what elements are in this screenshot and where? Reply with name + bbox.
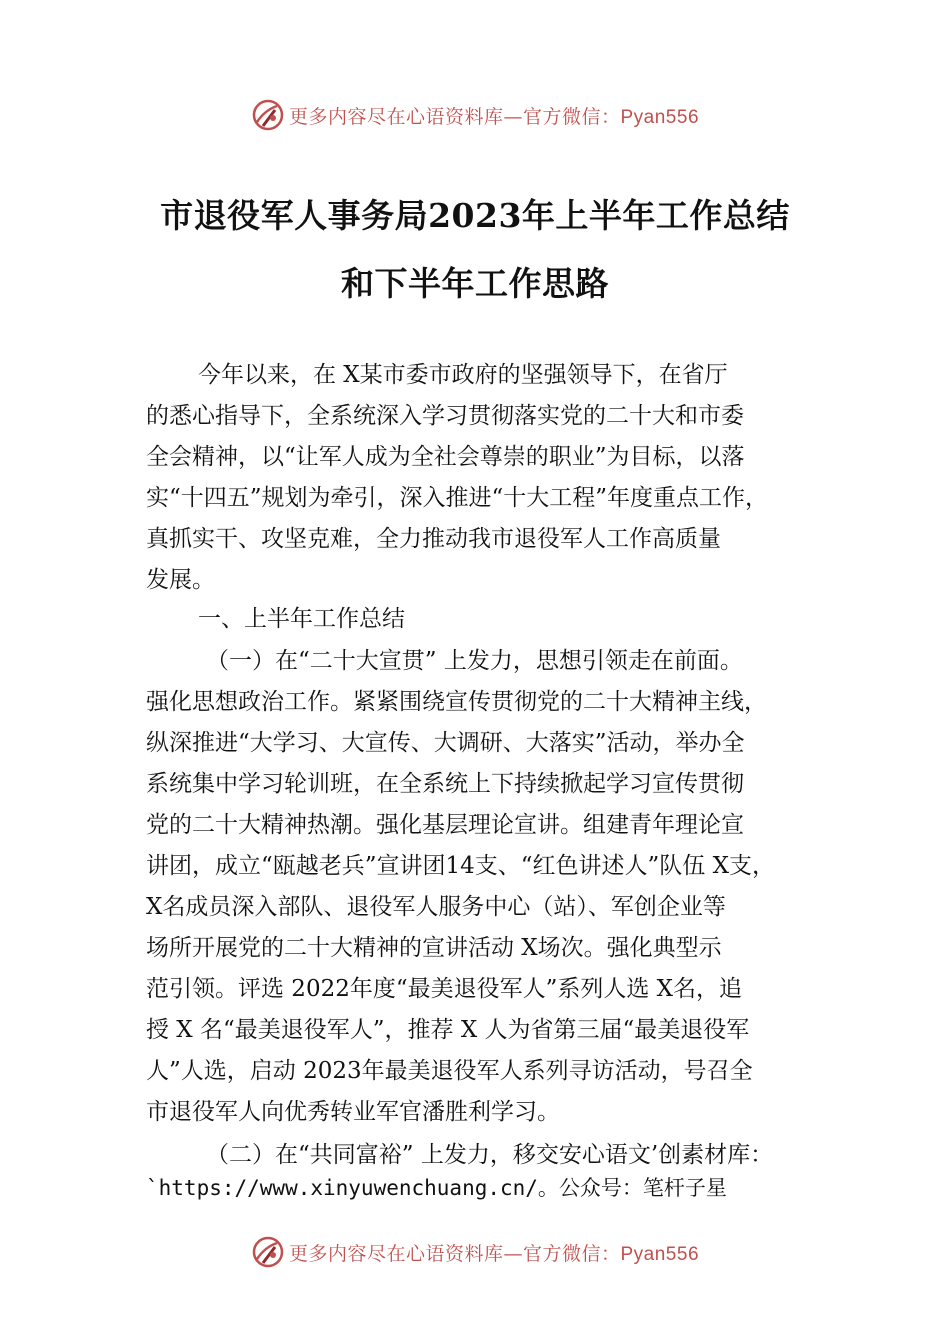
text-line: 讲团，成立“瓯越老兵”宣讲团14支、“红色讲述人”队伍 X支， xyxy=(146,853,775,879)
document-title-line-1: 市退役军人事务局2023年上半年工作总结 xyxy=(160,196,790,235)
text-line: 系统集中学习轮训班，在全系统上下持续掀起学习宣传贯彻 xyxy=(146,771,744,797)
text-line: 真抓实干、攻坚克难，全力推动我市退役军人工作高质量 xyxy=(146,526,721,552)
banner-wechat-id: Pyan556 xyxy=(620,1243,700,1265)
text-line: 范引领。评选 2022年度“最美退役军人”系列人选 X名，追 xyxy=(146,976,743,1002)
text-line: （二）在“共同富裕” 上发力，移交安心语文’创素材库： xyxy=(206,1142,774,1168)
header-watermark-banner xyxy=(0,95,950,135)
logo-icon xyxy=(251,1235,285,1269)
text-line: 纵深推进“大学习、大宣传、大调研、大落实”活动，举办全 xyxy=(146,730,745,756)
banner-text: 更多内容尽在心语资料库—官方微信： xyxy=(288,1242,621,1265)
text-line: 的悉心指导下，全系统深入学习贯彻落实党的二十大和市委 xyxy=(146,403,744,429)
text-line: 今年以来，在 X某市委市政府的坚强领导下，在省厅 xyxy=(198,362,728,388)
text-line: 全会精神，以“让军人成为全社会尊崇的职业”为目标，以落 xyxy=(146,444,745,470)
document-title-line-2: 和下半年工作思路 xyxy=(341,264,609,303)
footer-watermark-banner xyxy=(0,1232,950,1272)
text-line: 场所开展党的二十大精神的宣讲活动 X场次。强化典型示 xyxy=(146,935,722,961)
text-line: （一）在“二十大宣贯” 上发力，思想引领走在前面。 xyxy=(206,648,743,674)
text-line: `https://www.xinyuwenchuang.cn/。公众号：笔杆子星 xyxy=(146,1176,727,1200)
text-line: 党的二十大精神热潮。强化基层理论宣讲。组建青年理论宣 xyxy=(146,812,744,838)
text-line: 授 X 名“最美退役军人”，推荐 X 人为省第三届“最美退役军 xyxy=(146,1017,750,1043)
section-heading xyxy=(146,599,826,640)
text-line: 强化思想政治工作。紧紧围绕宣传贯彻党的二十大精神主线， xyxy=(146,689,767,715)
section-heading-text: 一、上半年工作总结 xyxy=(198,606,405,632)
text-line: 市退役军人向优秀转业军官潘胜利学习。 xyxy=(146,1099,560,1125)
paragraph-intro xyxy=(146,355,826,601)
text-line: 人”人选，启动 2023年最美退役军人系列寻访活动，号召全 xyxy=(146,1058,753,1084)
paragraph-section-2 xyxy=(146,1139,826,1205)
paragraph-section-1 xyxy=(146,641,826,1133)
banner-wechat-id: Pyan556 xyxy=(620,106,700,128)
logo-icon xyxy=(251,98,285,132)
text-line: X名成员深入部队、退役军人服务中心（站）、军创企业等 xyxy=(146,894,726,920)
banner-text: 更多内容尽在心语资料库—官方微信： xyxy=(288,105,621,128)
text-line: 发展。 xyxy=(146,567,215,593)
text-line: 实“十四五”规划为牵引，深入推进“十大工程”年度重点工作， xyxy=(146,485,769,511)
